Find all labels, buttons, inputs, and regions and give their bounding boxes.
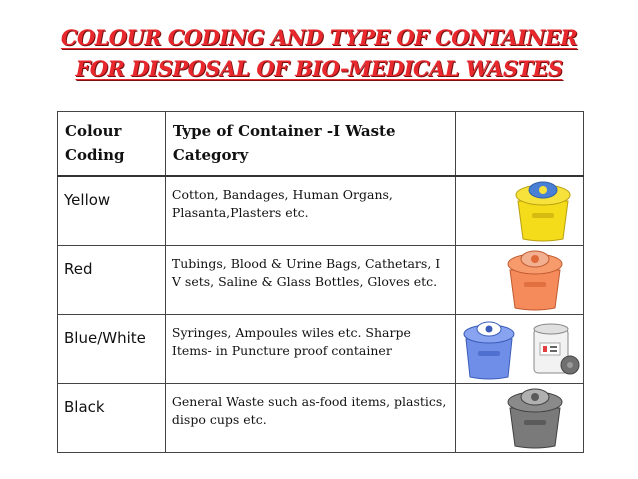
title-line-1: COLOUR CODING AND TYPE OF CONTAINER [60, 25, 578, 50]
yellow-bin-icon [508, 179, 578, 243]
row-image [455, 246, 583, 315]
blue-bin-icon [458, 319, 520, 381]
row-description: Cotton, Bandages, Human Organs, Plasanta,Plasters etc. [165, 176, 455, 246]
title-line-2: FOR DISPOSAL OF BIO-MEDICAL WASTES [75, 56, 563, 81]
header-image [455, 112, 583, 177]
page-title [0, 22, 638, 84]
header-colour-coding: Colour Coding [58, 112, 166, 177]
row-image [455, 176, 583, 246]
row-colour: Yellow [58, 176, 166, 246]
table-row [58, 176, 584, 246]
white-sharps-container-icon [526, 319, 582, 381]
waste-table [57, 111, 584, 453]
row-description: Tubings, Blood & Urine Bags, Cathetars, I V sets, Saline & Glass Bottles, Gloves etc. [165, 246, 455, 315]
table-row [58, 384, 584, 453]
table-header-row [58, 112, 584, 177]
row-colour: Blue/White [58, 315, 166, 384]
table-row [58, 246, 584, 315]
row-colour: Red [58, 246, 166, 315]
black-bin-icon [500, 386, 570, 450]
row-image [455, 384, 583, 453]
header-container-type: Type of Container -I Waste Category [165, 112, 455, 177]
row-image [455, 315, 583, 384]
row-colour: Black [58, 384, 166, 453]
red-bin-icon [500, 248, 570, 312]
row-description: General Waste such as-food items, plastics, dispo cups etc. [165, 384, 455, 453]
table-row [58, 315, 584, 384]
row-description: Syringes, Ampoules wiles etc. Sharpe Items- in Puncture proof container [165, 315, 455, 384]
